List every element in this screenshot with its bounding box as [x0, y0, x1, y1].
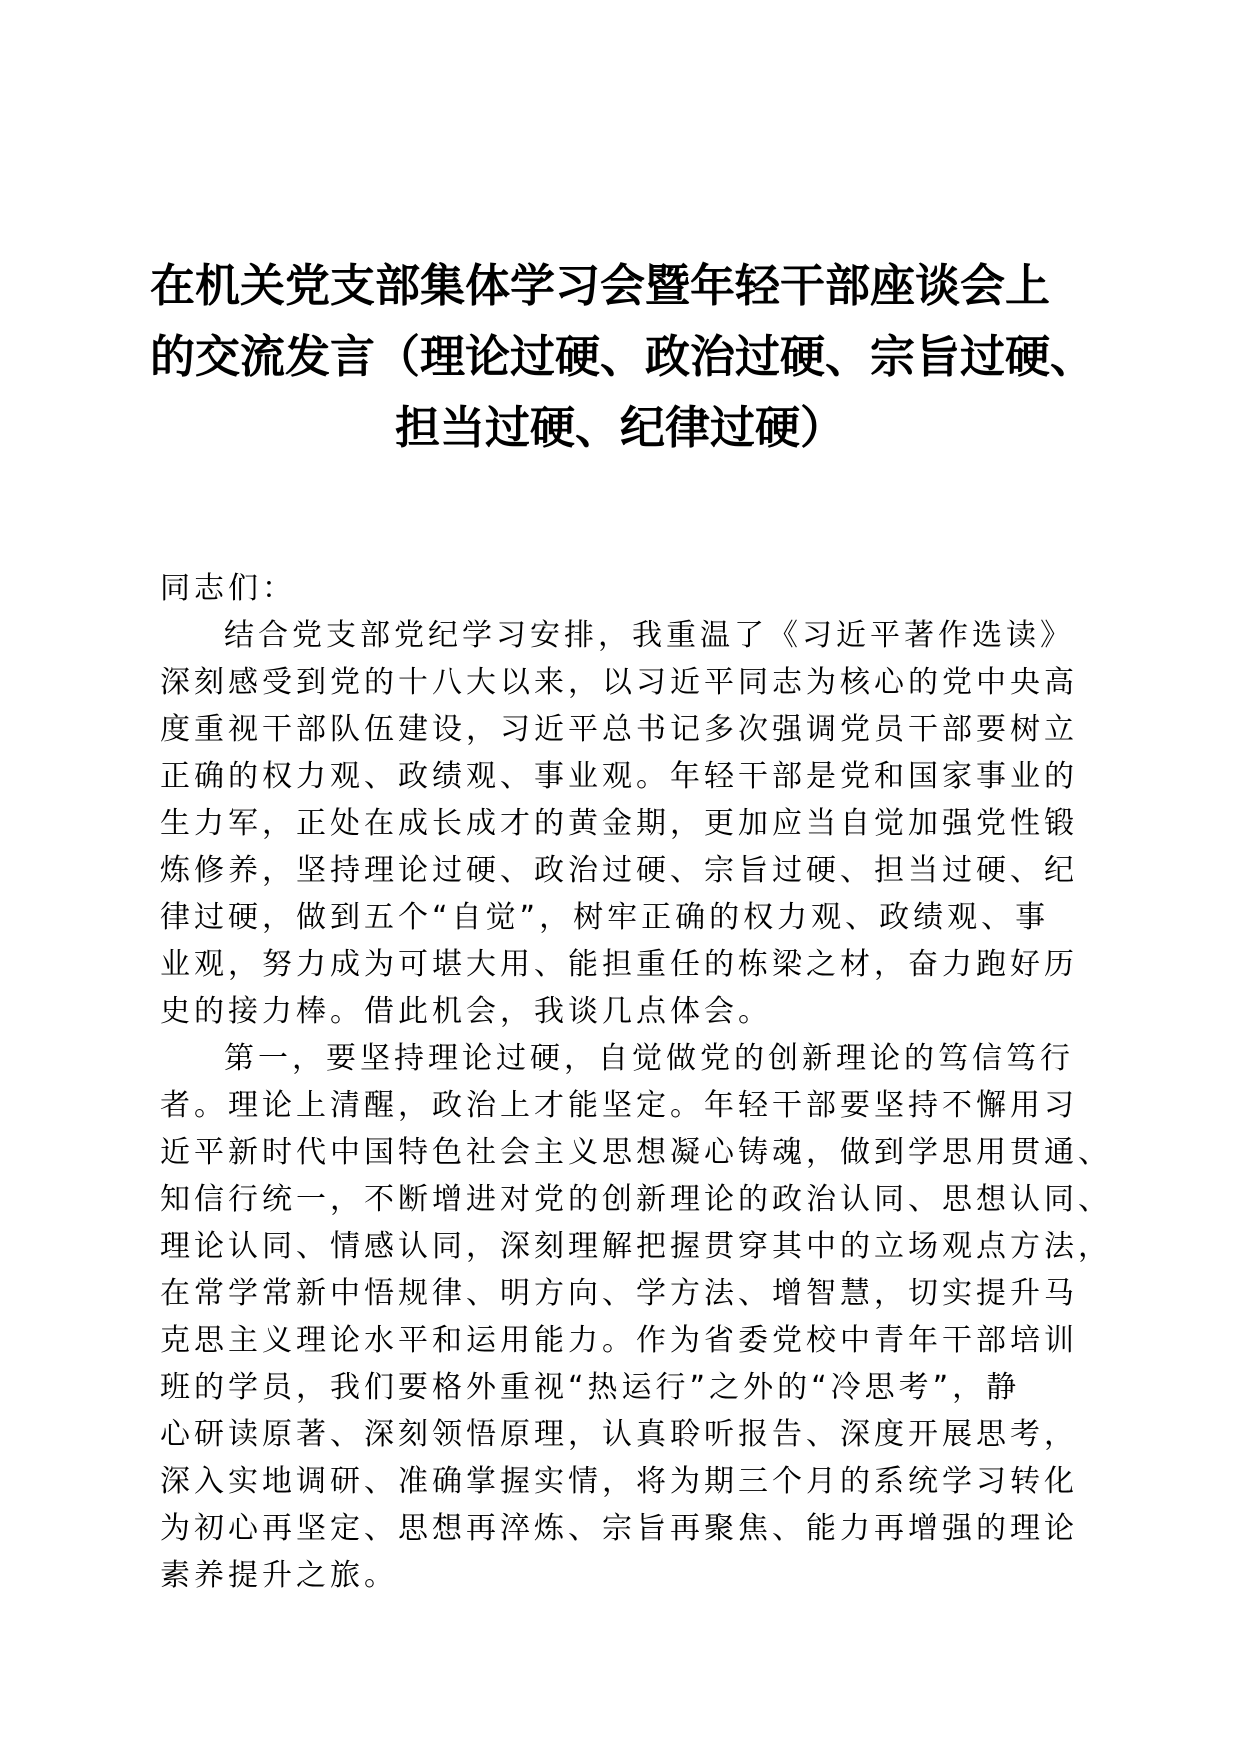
body-line: 近平新时代中国特色社会主义思想凝心铸魂，做到学思用贯通、	[160, 1135, 1112, 1170]
body-line: 业观，努力成为可堪大用、能担重任的栋梁之材，奋力跑好历	[160, 947, 1078, 982]
body-line: 炼修养，坚持理论过硬、政治过硬、宗旨过硬、担当过硬、纪	[160, 853, 1078, 888]
salutation: 同志们：	[160, 571, 296, 606]
document-title	[150, 250, 1096, 463]
title-line: 担当过硬、纪律过硬）	[394, 401, 845, 454]
body-line: 在常学常新中悟规律、明方向、学方法、增智慧，切实提升马	[160, 1276, 1078, 1311]
body-line: 律过硬，做到五个“自觉”，树牢正确的权力观、政绩观、事	[160, 900, 1050, 935]
body-line: 深入实地调研、准确掌握实情，将为期三个月的系统学习转化	[160, 1464, 1078, 1499]
body-line: 班的学员，我们要格外重视“热运行”之外的“冷思考”，静	[160, 1370, 1021, 1405]
body-line: 知信行统一，不断增进对党的创新理论的政治认同、思想认同、	[160, 1182, 1112, 1217]
body-line: 结合党支部党纪学习安排，我重温了《习近平著作选读》	[224, 618, 1074, 653]
body-line: 心研读原著、深刻领悟原理，认真聆听报告、深度开展思考，	[160, 1417, 1078, 1452]
body-line: 素养提升之旅。	[160, 1558, 398, 1593]
title-line: 在机关党支部集体学习会暨年轻干部座谈会上	[150, 259, 1051, 312]
body-line: 者。理论上清醒，政治上才能坚定。年轻干部要坚持不懈用习	[160, 1088, 1078, 1123]
body-line: 克思主义理论水平和运用能力。作为省委党校中青年干部培训	[160, 1323, 1078, 1358]
body-line: 理论认同、情感认同，深刻理解把握贯穿其中的立场观点方法，	[160, 1229, 1112, 1264]
document-body	[160, 565, 1112, 1599]
body-line: 正确的权力观、政绩观、事业观。年轻干部是党和国家事业的	[160, 759, 1078, 794]
body-line: 深刻感受到党的十八大以来，以习近平同志为核心的党中央高	[160, 665, 1078, 700]
body-line: 第一，要坚持理论过硬，自觉做党的创新理论的笃信笃行	[224, 1041, 1074, 1076]
body-line: 史的接力棒。借此机会，我谈几点体会。	[160, 994, 772, 1029]
body-line: 为初心再坚定、思想再淬炼、宗旨再聚焦、能力再增强的理论	[160, 1511, 1078, 1546]
body-line: 生力军，正处在成长成才的黄金期，更加应当自觉加强党性锻	[160, 806, 1078, 841]
title-line: 的交流发言（理论过硬、政治过硬、宗旨过硬、	[150, 330, 1096, 383]
body-line: 度重视干部队伍建设，习近平总书记多次强调党员干部要树立	[160, 712, 1078, 747]
